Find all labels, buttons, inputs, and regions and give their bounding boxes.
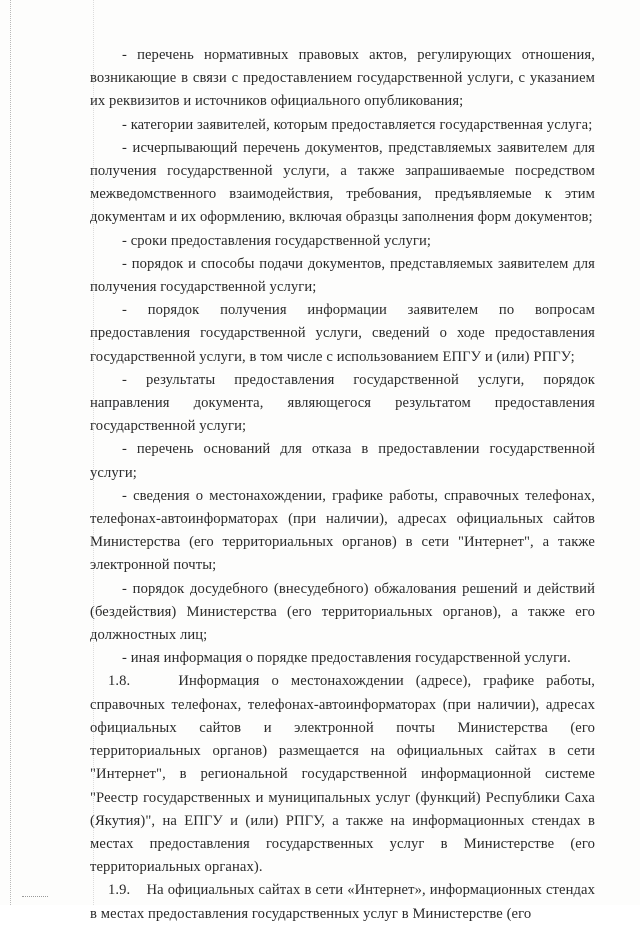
section-1-8 bbox=[90, 670, 595, 879]
list-item: - категории заявителей, которым предоставляется государственная услуга; bbox=[122, 116, 593, 133]
list-item: - порядок получения информации заявителем по вопросам предоставления государственной услуги, сведений о ходе предоставления государственной услуги, в том числе с использованием ЕПГУ и (или) РПГУ; bbox=[90, 302, 595, 365]
list-item: - сведения о местонахождении, графике работы, справочных телефонах, телефонах-автоинформаторах (при наличии), адресах официальных сайтов Министерства (его территориальных органов) в сети "Интернет", а также электронной почты; bbox=[90, 487, 595, 574]
section-text: На официальных сайтах в сети «Интернет», информационных стендах в местах предоставления государственных услуг в Министерстве (его bbox=[90, 882, 595, 922]
list-item: - перечень оснований для отказа в предоставлении государственной услуги; bbox=[90, 441, 595, 481]
section-number: 1.8. bbox=[108, 673, 131, 690]
list-item: - исчерпывающий перечень документов, представляемых заявителем для получения государственной услуги, а также запрашиваемые посредством межведомственного взаимодействия, требования, предъявляемые к этим документам и их оформлению, включая образцы заполнения форм документов; bbox=[90, 139, 595, 226]
section-1-9 bbox=[90, 879, 595, 925]
list-item: - порядок и способы подачи документов, представляемых заявителем для получения государственной услуги; bbox=[90, 255, 595, 296]
section-text: Информация о местонахождении (адресе), графике работы, справочных телефонах, телефонах-автоинформаторах (при наличии), адресах официальных сайтов и электронной почты Министерства (его территориальных органов) размещается на официальных сайтах в сети "Интернет", в региональной государственной информационной системе "Реестр государственных и муниципальных услуг (функций) Республики Саха (Якутия)", на ЕПГУ и (или) РПГУ, а также на информационных стендах в местах предоставления государственных услуг в Министерстве (его территориальных органах). bbox=[90, 673, 595, 876]
scan-binding-edge bbox=[10, 0, 12, 905]
list-item: - порядок досудебного (внесудебного) обжалования решений и действий (бездействия) Министерства (его территориальных органов), а также его должностных лиц; bbox=[90, 580, 595, 644]
list-item: - сроки предоставления государственной услуги; bbox=[122, 232, 432, 249]
list-item: - перечень нормативных правовых актов, регулирующих отношения, возникающие в связи с предоставлением государственной услуги, с указанием их реквизитов и источников официального опубликования; bbox=[90, 47, 595, 110]
document-body bbox=[90, 44, 595, 926]
section-number: 1.9. bbox=[108, 882, 131, 899]
list-item: - результаты предоставления государственной услуги, порядок направления документа, являющегося результатом предоставления государственной услуги; bbox=[90, 371, 595, 435]
scan-artifact bbox=[22, 896, 48, 899]
list-item: - иная информация о порядке предоставления государственной услуги. bbox=[122, 650, 571, 667]
